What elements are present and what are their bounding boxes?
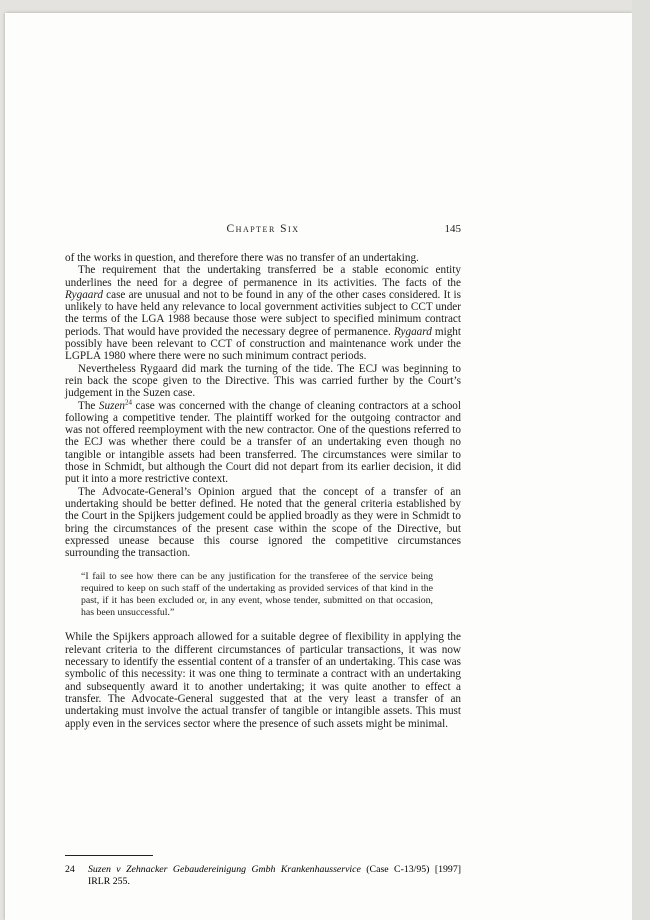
paragraph-continuation: of the works in question, and therefore there was no transfer of an undertaking. [65, 252, 419, 264]
paragraph-rygaard-tide: Nevertheless Rygaard did mark the turning of the tide. The ECJ was beginning to rein back the scope given to the Directive. This was carried further by the Court’s judgement in the Suzen case. [65, 362, 461, 400]
page-number: 145 [444, 223, 461, 235]
footnote [65, 864, 461, 888]
paragraph-advocate-general: The Advocate-General’s Opinion argued that the concept of a transfer of an undertaking should be better defined. He noted that the general criteria established by the Court in the Spijkers judgement could be applied broadly as they were in Schmidt to bring the circumstances of the present case within the scope of the Directive, but expressed unease because this course ignored the competitive circumstances surrounding the transaction. [65, 485, 461, 560]
footnote-rule [65, 855, 153, 856]
paragraph-suzen-case: The Suzen$^{24}$ case was concerned with the change of cleaning contractors at a school following a competitive tender. The plaintiff worked for the outgoing contractor and was not offered reemployment with the new contractor. One of the questions referred to the ECJ was whether there could be a transfer of an undertaking even though no tangible or intangible assets had been transferred. The circumstances were similar to those in Schmidt, but although the Court did not depart from its earlier decision, it did put it into a more restrictive context. [65, 397, 461, 486]
paragraph-requirement: The requirement that the undertaking transferred be a stable economic entity underlines the need for a degree of permanence in its activities. The facts of the Rygaard case are unusual and not to be found in any of the other cases considered. It is unlikely to have held any relevance to local government activities subject to CCT under the terms of the LGA 1988 because those were subject to specified minimum contract periods. That would have provided the necessary degree of permanence. Rygaard might possibly have been relevant to CCT of construction and maintenance work under the LGPLA 1980 where there were no such minimum contract periods. [65, 264, 462, 363]
footnote-number: 24 [65, 864, 75, 875]
book-page [5, 13, 632, 920]
footnote-area [65, 855, 461, 888]
scan-background-edge [632, 0, 650, 920]
block-quote: “I fail to see how there can be any justification for the transferee of the service being required to keep on such staff of the undertaking as provided services of that kind in the past, if it has been excluded or, in any event, whose tender, submitted on that occasion, has been unsuccessful.” [81, 571, 433, 619]
chapter-title: Chapter Six [226, 223, 300, 235]
text-column [65, 223, 461, 730]
footnote-text: Suzen v Zehnacker Gebaudereinigung Gmbh Krankenhausservice (Case C-13/95) [1997] IRLR 255. [88, 864, 461, 887]
page-header [65, 223, 461, 239]
closing-paragraph: While the Spijkers approach allowed for a suitable degree of flexibility in applying the relevant criteria to the different circumstances of particular transactions, it was now necessary to identify the essential content of a transfer of an undertaking. This case was symbolic of this necessity: it was one thing to terminate a contract with an undertaking and subsequently award it to another undertaking; it was quite another to effect a transfer. The Advocate-General suggested that at the very least a transfer of an undertaking must involve the actual transfer of tangible or intangible assets. This must apply even in the services sector where the presence of such assets might be minimal. [65, 631, 461, 730]
